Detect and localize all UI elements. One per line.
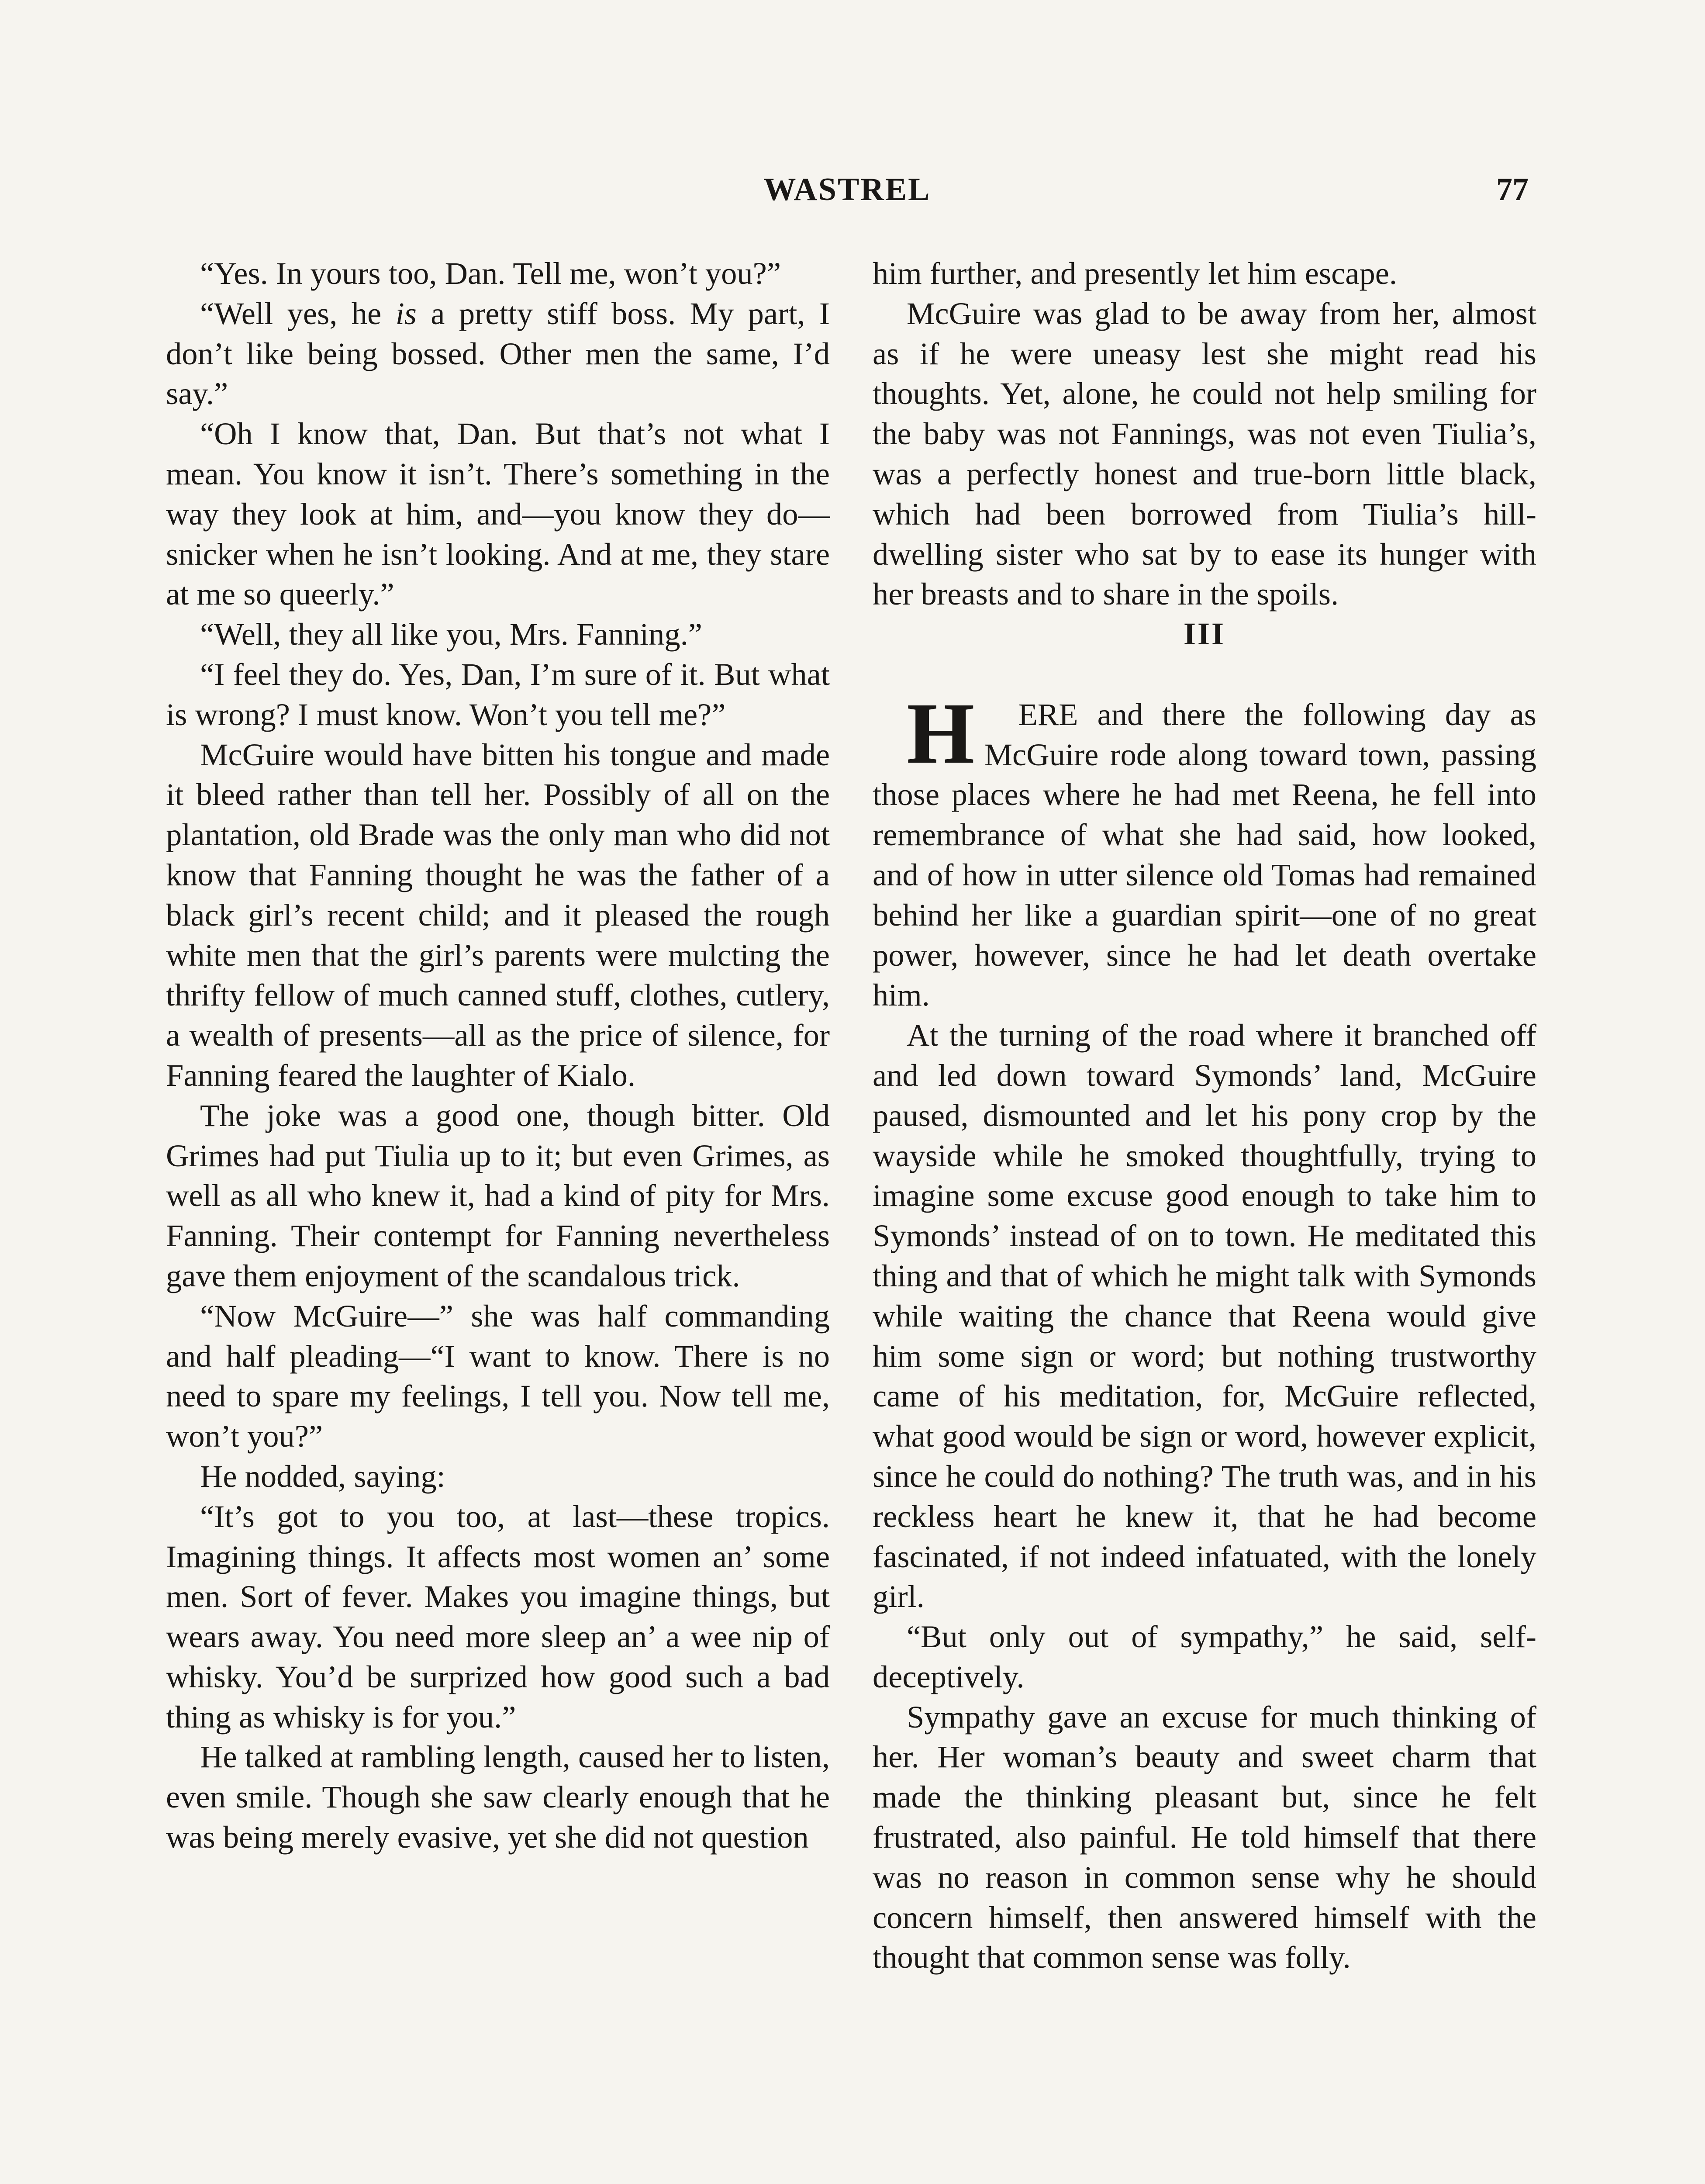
paragraph: “Yes. In yours too, Dan. Tell me, won’t you?”	[200, 256, 781, 291]
paragraph: Sympathy gave an excuse for much thinking of her. Her woman’s beauty and sweet charm that made the thinking pleasant but, since he felt frustrated, also painful. He told himself that there was no reason in common sense why he should concern himself, then answered himself with the thought that common sense was folly.	[873, 1699, 1536, 1975]
paragraph: “Now McGuire—” she was half commanding and half pleading—“I want to know. There is no need to spare my feelings, I tell you. Now tell me, won’t you?”	[166, 1298, 830, 1454]
paragraph: McGuire would have bitten his tongue and made it bleed rather than tell her. Possibly of all on the plantation, old Brade was the only man who did not know that Fanning thought he was the father of a black girl’s recent child; and it pleased the rough white men that the girl’s parents were mulcting the thrifty fellow of much canned stuff, clothes, cutlery, a wealth of presents—all as the price of silence, for Fanning feared the laughter of Kialo.	[166, 736, 830, 1093]
left-column	[166, 253, 830, 1857]
page-number: 77	[1496, 172, 1529, 207]
paragraph: “Oh I know that, Dan. But that’s not what I mean. You know it isn’t. There’s something in the way they look at him, and—you know they do—snicker when he isn’t looking. And at me, they stare at me so queerly.”	[166, 416, 830, 612]
drop-cap: H	[907, 685, 975, 782]
paragraph: He nodded, saying:	[200, 1458, 445, 1494]
paragraph: At the turning of the road where it branched off and led down toward Symonds’ land, McGuire paused, dismounted and let his pony crop by the wayside while he smoked thoughtfully, trying to imagine some excuse good enough to take him to Symonds’ instead of on to town. He meditated this thing and that of which he might talk with Symonds while waiting the chance that Reena would give him some sign or word; but nothing trustworthy came of his meditation, for, McGuire reflected, what good would be sign or word, however explicit, since he could do nothing? The truth was, and in his reckless heart he knew it, that he had become fascinated, if not indeed infatuated, with the lonely girl.	[873, 1017, 1536, 1614]
paragraph: “I feel they do. Yes, Dan, I’m sure of it. But what is wrong? I must know. Won’t you tell me?”	[166, 656, 830, 732]
paragraph: “It’s got to you too, at last—these tropics. Imagining things. It affects most women an’ some men. Sort of fever. Makes you imagine things, but wears away. You need more sleep an’ a wee nip of whisky. You’d be surprized how good such a bad thing as whisky is for you.”	[166, 1498, 830, 1735]
section-heading: III	[1183, 616, 1226, 652]
paragraph: “Well yes, he is a pretty stiff boss. My part, I don’t like being bossed. Other men the same, I’d say.”	[166, 295, 830, 411]
section-opening-paragraph	[873, 685, 1536, 1015]
paragraph: McGuire was glad to be away from her, almost as if he were uneasy lest she might read his thoughts. Yet, alone, he could not help smiling for the baby was not Fannings, was not even Tiulia’s, was a perfectly honest and true-born little black, which had been borrowed from Tiulia’s hill-dwelling sister who sat by to ease its hunger with her breasts and to share in the spoils.	[873, 295, 1536, 612]
paragraph: He talked at rambling length, caused her to listen, even smile. Though she saw clearly enough that he was being merely evasive, yet she did not question	[166, 1739, 830, 1855]
paragraph: “Well, they all like you, Mrs. Fanning.”	[200, 616, 702, 652]
right-column	[873, 253, 1536, 1977]
running-title: WASTREL	[763, 172, 931, 207]
running-head	[166, 171, 1529, 219]
continued-paragraph: him further, and presently let him escape.	[873, 256, 1397, 291]
paragraph: The joke was a good one, though bitter. Old Grimes had put Tiulia up to it; but even Grimes, as well as all who knew it, had a kind of pity for Mrs. Fanning. Their contempt for Fanning nevertheless gave them enjoyment of the scandalous trick.	[166, 1097, 830, 1293]
paragraph: “But only out of sympathy,” he said, self-deceptively.	[873, 1619, 1536, 1694]
drop-cap-text: ERE and there the following day as McGuire rode along toward town, passing those places where he had met Reena, he fell into remembrance of what she had said, how looked, and of how in utter silence old Tomas had remained behind her like a guardian spirit—one of no great power, however, since he had let death overtake him.	[873, 696, 1536, 1013]
